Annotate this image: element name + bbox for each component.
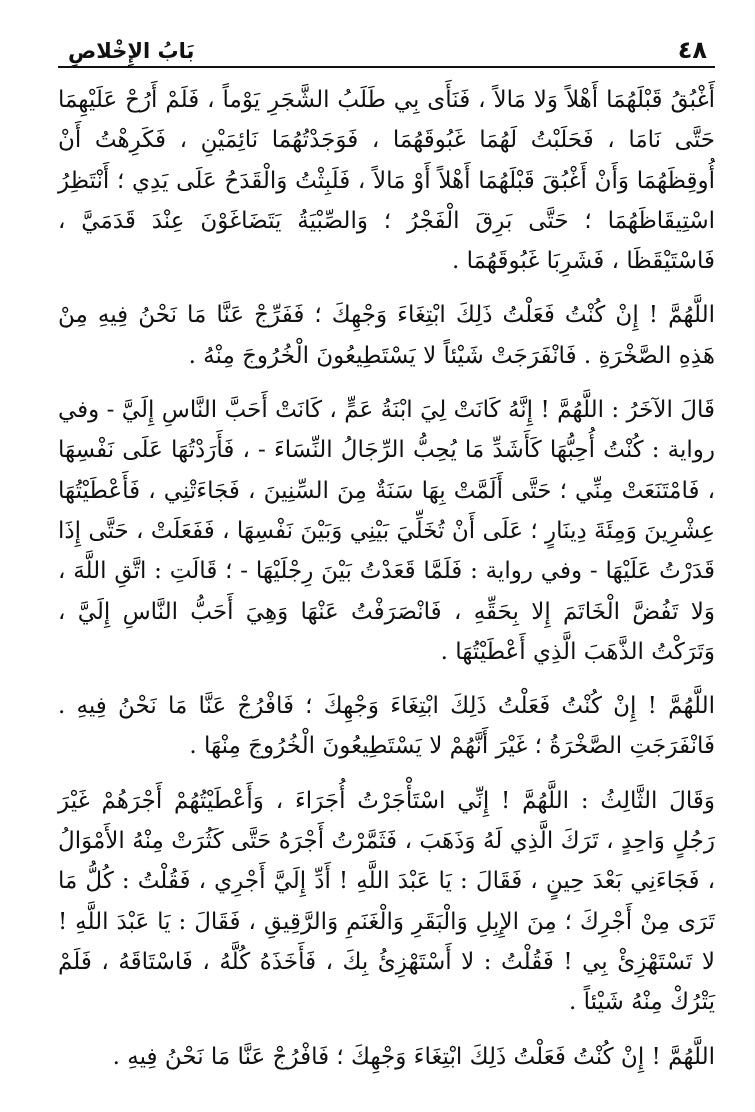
body-text xyxy=(58,80,715,1077)
paragraph-3: قَالَ الآخَرُ : اللَّهُمَّ ! إِنَّهُ كَانَتْ لِيَ ابْنَةُ عَمٍّ ، كَانَتْ أَحَبَّ النَّاسِ إِلَيَّ - وفي رواية : كُنْتُ أُحِبُّهَا كَأَشَدِّ مَا يُحِبُّ الرِّجَالُ النِّسَاءَ - ، فَأَرَدْتُهَا عَلَى نَفْسِهَا ، فَامْتَنَعَتْ مِنِّي ؛ حَتَّى أَلَمَّتْ بِهَا سَنَةٌ مِنَ السِّنِينَ ، فَجَاءَتْنِي ، فَأَعْطَيْتُهَا عِشْرِينَ وَمِئَةَ دِينَارٍ ؛ عَلَى أَنْ تُخَلِّيَ بَيْنِي وَبَيْنَ نَفْسِهَا ، فَفَعَلَتْ ، حَتَّى إِذَا قَدَرْتُ عَلَيْهَا - وفي رواية : فَلَمَّا قَعَدْتُ بَيْنَ رِجْلَيْهَا - ؛ قَالَتِ : اتَّقِ اللَّهَ ، وَلا تَفُضَّ الْخَاتَمَ إِلا بِحَقِّهِ ، فَانْصَرَفْتُ عَنْهَا وَهِيَ أَحَبُّ النَّاسِ إِلَيَّ ، وَتَرَكْتُ الذَّهَبَ الَّذِي أَعْطَيْتُهَا . xyxy=(58,397,715,665)
paragraph-6: اللَّهُمَّ ! إِنْ كُنْتُ فَعَلْتُ ذَلِكَ ابْتِغَاءَ وَجْهِكَ ؛ فَافْرُجْ عَنَّا مَا نَحْنُ فِيهِ . xyxy=(112,1043,715,1070)
header-rule xyxy=(58,66,715,68)
paragraph-5: وَقَالَ الثَّالِثُ : اللَّهُمَّ ! إِنِّي اسْتَأْجَرْتُ أُجَرَاءَ ، وَأَعْطَيْتُهُمْ أَجْرَهُمْ غَيْرَ رَجُلٍ وَاحِدٍ ، تَرَكَ الَّذِي لَهُ وَذَهَبَ ، فَثَمَّرْتُ أَجْرَهُ حَتَّى كَثُرَتْ مِنْهُ الأَمْوَالُ ، فَجَاءَنِي بَعْدَ حِينٍ ، فَقَالَ : يَا عَبْدَ اللَّهِ ! أَدِّ إِلَيَّ أَجْرِي ، فَقُلْتُ : كُلُّ مَا تَرَى مِنْ أَجْرِكَ ؛ مِنَ الإِبِلِ وَالْبَقَرِ وَالْغَنَمِ وَالرَّقِيقِ ، فَقَالَ : يَا عَبْدَ اللَّهِ ! لا تَسْتَهْزِئْ بِي ! فَقُلْتُ : لا أَسْتَهْزِئُ بِكَ ، فَأَخَذَهُ كُلَّهُ ، فَاسْتَاقَهُ ، فَلَمْ يَتْرُكْ مِنْهُ شَيْئاً . xyxy=(58,787,715,1016)
page-number: ٤٨ xyxy=(677,36,707,64)
chapter-title: بَابُ الإِخْلاصِ xyxy=(68,39,195,63)
paragraph-1: أَغْبُقُ قَبْلَهُمَا أَهْلاً وَلا مَالاً ، فَنَأَى بِي طَلَبُ الشَّجَرِ يَوْماً ، فَلَمْ أَرُحْ عَلَيْهِمَا حَتَّى نَامَا ، فَحَلَبْتُ لَهُمَا غَبُوقَهُمَا ، فَوَجَدْتُهُمَا نَائِمَيْنِ ، فَكَرِهْتُ أَنْ أُوقِظَهُمَا وَأَنْ أَغْبُقَ قَبْلَهُمَا أَهْلاً أَوْ مَالاً ، فَلَبِثْتُ وَالْقَدَحُ عَلَى يَدِي ؛ أَنْتَظِرُ اسْتِيقَاظَهُمَا ؛ حَتَّى بَرِقَ الْفَجْرُ ؛ وَالصِّبْيَةُ يَتَضَاغَوْنَ عِنْدَ قَدَمَيَّ ، فَاسْتَيْقَظَا ، فَشَرِبَا غَبُوقَهُمَا . xyxy=(58,87,715,275)
paragraph-4: اللَّهُمَّ ! إِنْ كُنْتُ فَعَلْتُ ذَلِكَ ابْتِغَاءَ وَجْهِكَ ؛ فَافْرُجْ عَنَّا مَا نَحْنُ فِيهِ . فَانْفَرَجَتِ الصَّخْرَةُ ؛ غَيْرَ أَنَّهُمْ لا يَسْتَطِيعُونَ الْخُرُوجَ مِنْهَا . xyxy=(58,693,715,760)
paragraph-2: اللَّهُمَّ ! إِنْ كُنْتُ فَعَلْتُ ذَلِكَ ابْتِغَاءَ وَجْهِكَ ؛ فَفَرِّجْ عَنَّا مَا نَحْنُ فِيهِ مِنْ هَذِهِ الصَّخْرَةِ . فَانْفَرَجَتْ شَيْئاً لا يَسْتَطِيعُونَ الْخُرُوجَ مِنْهُ . xyxy=(58,302,715,369)
page-header xyxy=(58,18,715,62)
